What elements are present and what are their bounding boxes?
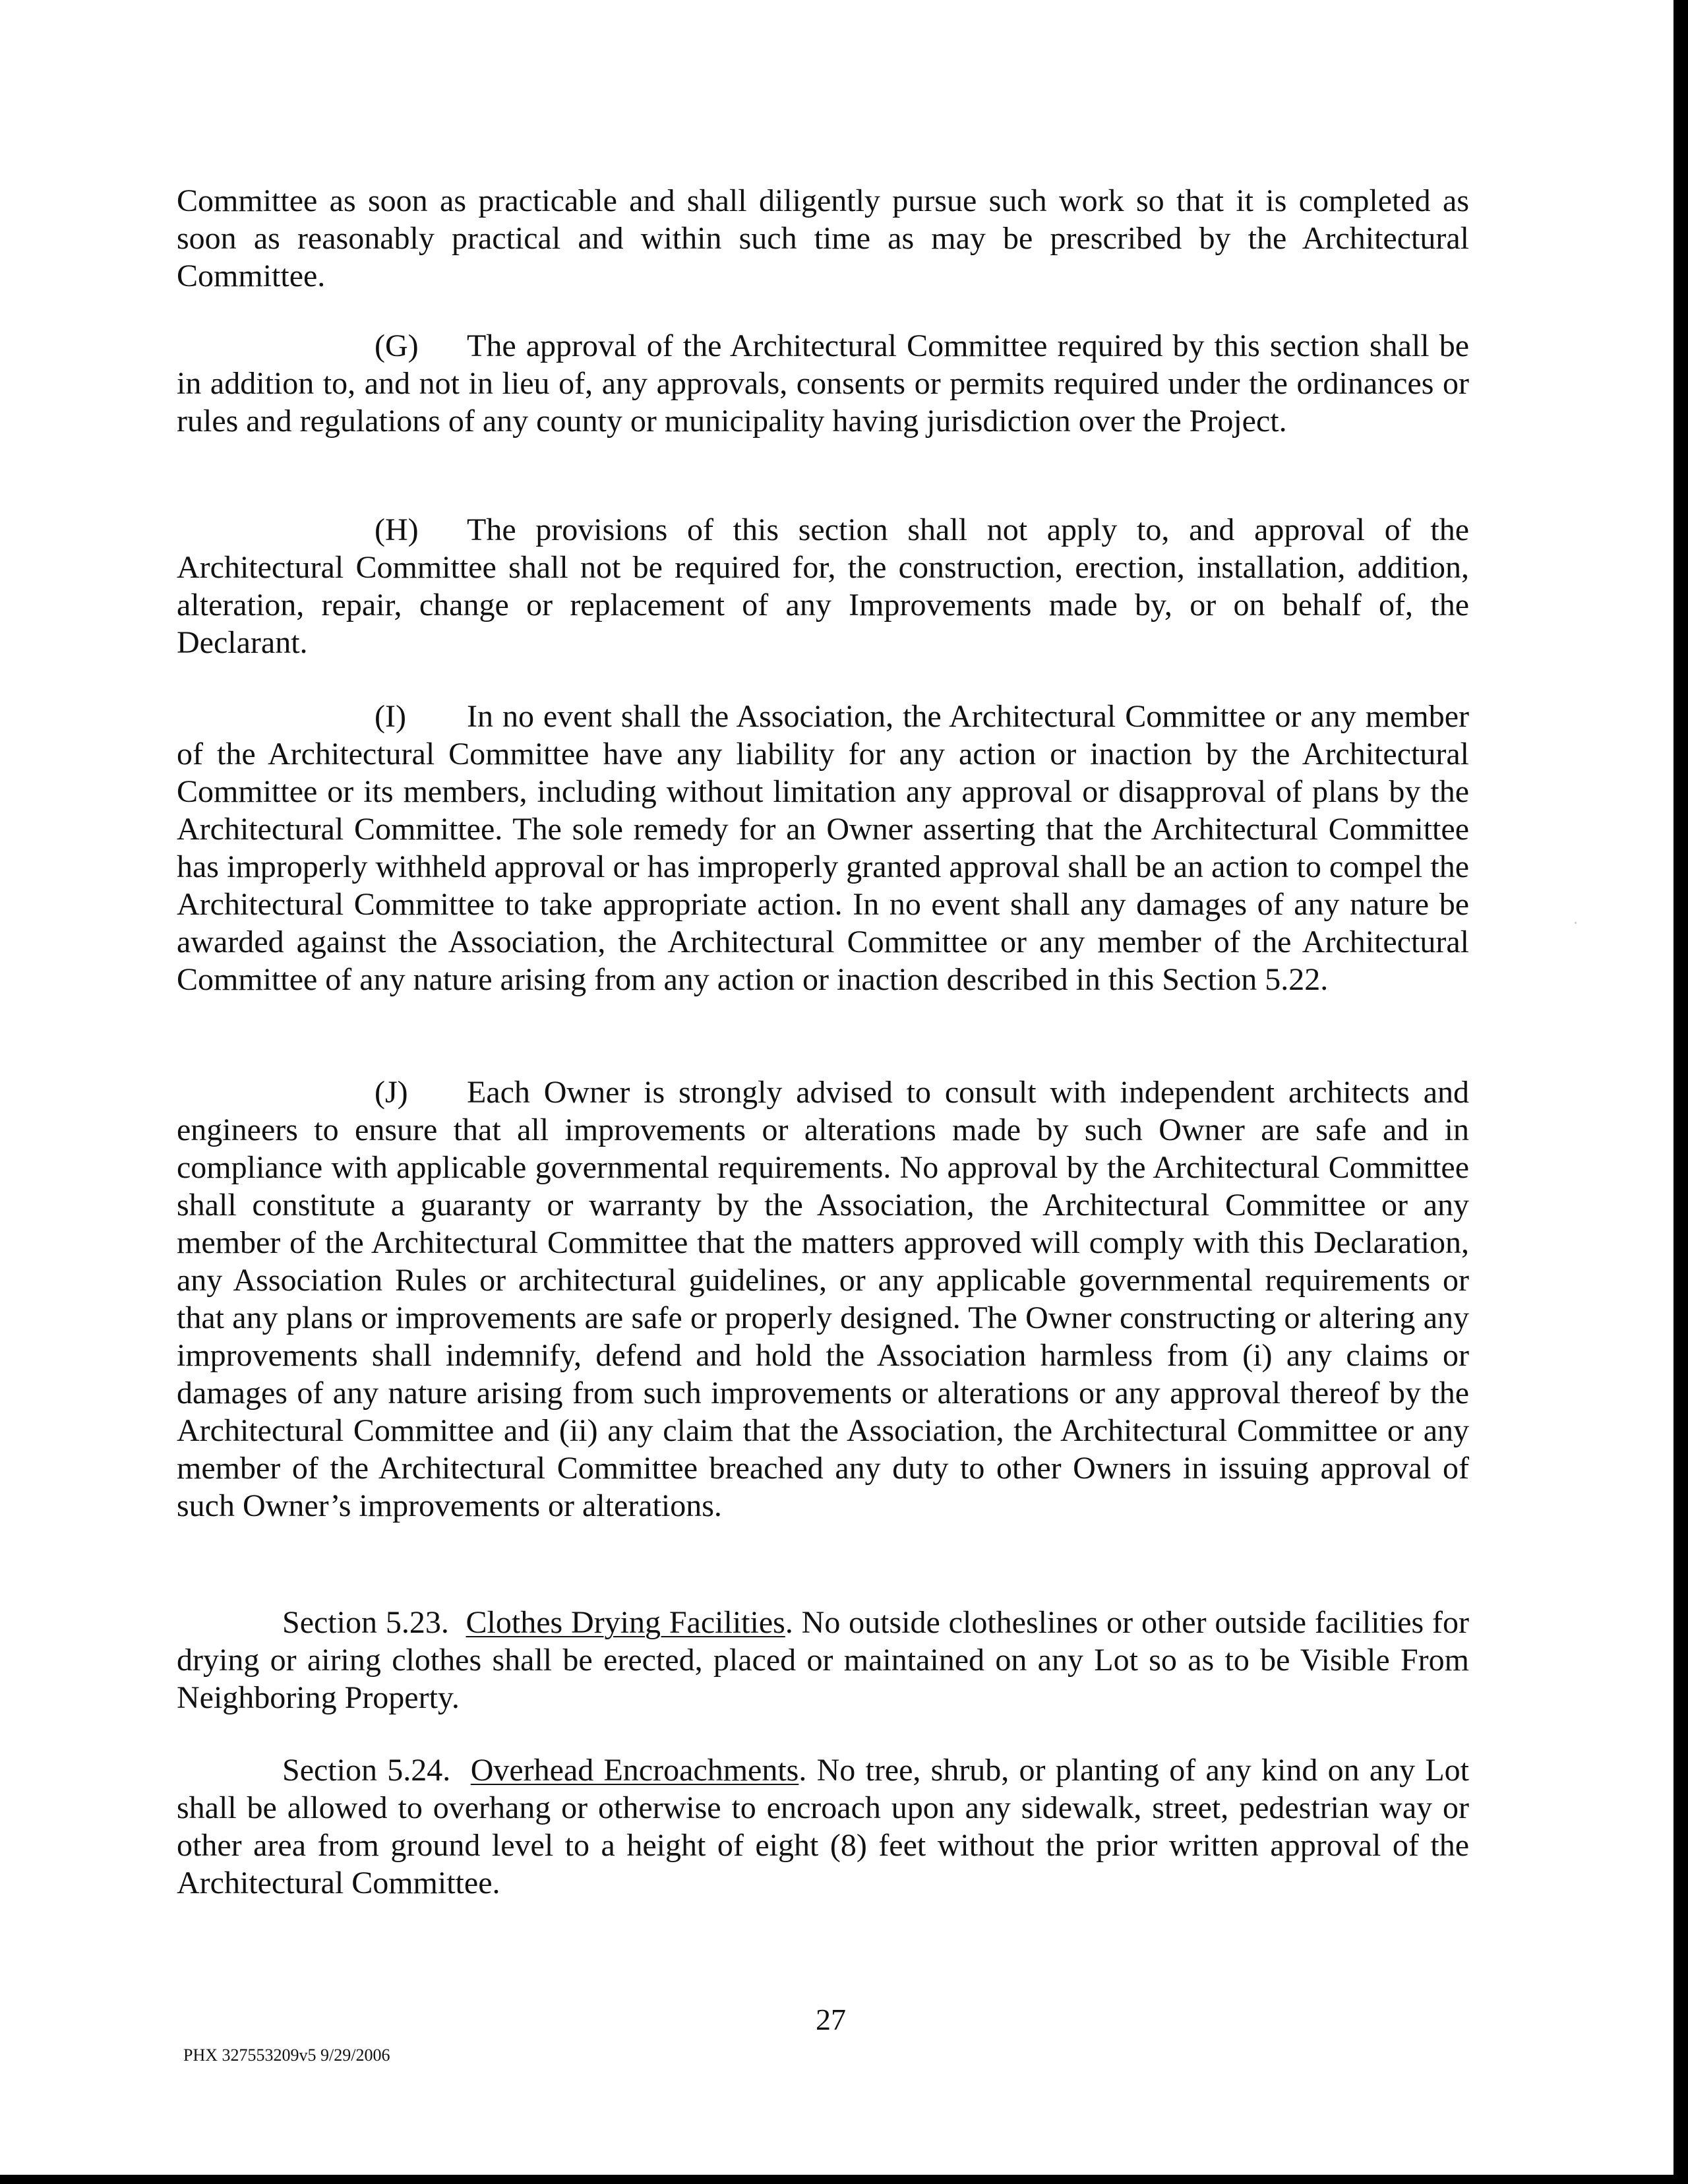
paragraph-continuation xyxy=(177,182,1469,295)
section-title: Clothes Drying Facilities xyxy=(466,1605,785,1640)
subsection-g xyxy=(177,327,1469,440)
section-text: . No tree, shrub, or planting of any kind on any Lot shall be allowed to overhang or otherwise to encroach upon any sidewalk, street, pedestrian way or other area from ground level to a height of eight (8) feet without the prior written approval of the Architectural Committee. xyxy=(177,1753,1470,1900)
subsection-text: The approval of the Architectural Committee required by this section shall be in addition to, and not in lieu of, any approvals, consents or permits required under the ordinances or rules and regulations of any county or municipality having jurisdiction over the Project. xyxy=(177,328,1469,439)
section-number: Section 5.24. xyxy=(282,1753,451,1788)
subsection-i xyxy=(177,698,1469,998)
section-text: . No outside clotheslines or other outside facilities for drying or airing clothes shall be erected, placed or maintained on any Lot so as to be Visible From Neighboring Property. xyxy=(177,1605,1469,1715)
subsection-label: (G) xyxy=(375,328,419,363)
subsection-label: (J) xyxy=(375,1075,408,1110)
subsection-j xyxy=(177,1074,1469,1525)
section-5-23 xyxy=(177,1604,1469,1716)
subsection-label: (I) xyxy=(375,699,406,734)
section-title: Overhead Encroachments xyxy=(470,1753,799,1788)
scan-border-right xyxy=(1673,0,1688,2184)
section-5-24 xyxy=(177,1751,1469,1902)
scan-speck xyxy=(1575,922,1577,924)
subsection-h xyxy=(177,511,1469,661)
footer-document-id: PHX 327553209v5 9/29/2006 xyxy=(183,2046,390,2065)
subsection-label: (H) xyxy=(375,512,419,547)
paragraph-text: Committee as soon as practicable and shall diligently pursue such work so that it is completed as soon as reasonably practical and within such time as may be prescribed by the Architectural Committee. xyxy=(177,183,1469,293)
subsection-text: In no event shall the Association, the Architectural Committee or any member of the Architectural Committee have any liability for any action or inaction by the Architectural Committee or its members, including without limitation any approval or disapproval of plans by the Architectural Committee. The sole remedy for an Owner asserting that the Architectural Committee has improperly withheld approval or has improperly granted approval shall be an action to compel the Architectural Committee to take appropriate action. In no event shall any damages of any nature be awarded against the Association, the Architectural Committee or any member of the Architectural Committee of any nature arising from any action or inaction described in this Section 5.22. xyxy=(177,699,1469,997)
page-number: 27 xyxy=(816,2003,846,2036)
section-number: Section 5.23. xyxy=(282,1605,449,1640)
scan-border-bottom xyxy=(0,2175,1688,2184)
subsection-text: The provisions of this section shall not apply to, and approval of the Architectural Committee shall not be required for, the construction, erection, installation, addition, alteration, repair, change or replacement of any Improvements made by, or on behalf of, the Declarant. xyxy=(177,512,1469,660)
subsection-text: Each Owner is strongly advised to consult with independent architects and engineers to ensure that all improvements or alterations made by such Owner are safe and in compliance with applicable governmental requirements. No approval by the Architectural Committee shall constitute a guaranty or warranty by the Association, the Architectural Committee or any member of the Architectural Committee that the matters approved will comply with this Declaration, any Association Rules or architectural guidelines, or any applicable governmental requirements or that any plans or improvements are safe or properly designed. The Owner constructing or altering any improvements shall indemnify, defend and hold the Association harmless from (i) any claims or damages of any nature arising from such improvements or alterations or any approval thereof by the Architectural Committee and (ii) any claim that the Association, the Architectural Committee or any member of the Architectural Committee breached any duty to other Owners in issuing approval of such Owner’s improvements or alterations. xyxy=(177,1075,1469,1523)
